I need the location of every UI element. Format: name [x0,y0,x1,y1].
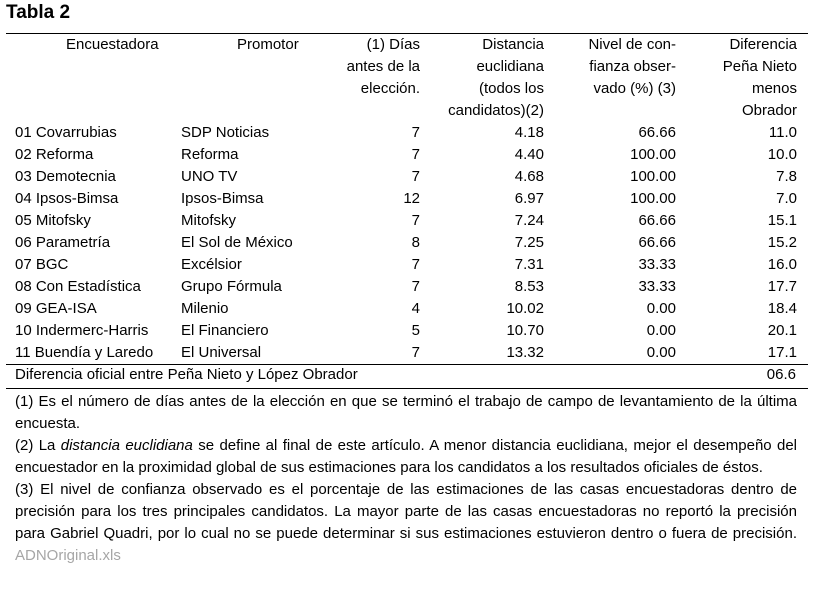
cell-encuestadora: 07 BGC [15,256,69,273]
cell-encuestadora: 05 Mitofsky [15,212,91,229]
cell-encuestadora: 10 Indermerc-Harris [15,322,149,339]
header-dias: (1) Días antes de la elección. [346,36,420,97]
header-promotor: Promotor [237,36,299,53]
cell-distancia: 7.25 [514,234,544,251]
footnote-2-term: distancia euclidiana [60,437,193,454]
cell-dias: 5 [411,322,420,339]
cell-diferencia: 17.1 [767,344,797,361]
table-row [6,320,808,342]
cell-encuestadora: 04 Ipsos-Bimsa [15,190,119,207]
table-row [6,232,808,254]
cell-promotor: Grupo Fórmula [181,278,282,295]
cell-nivel: 100.00 [630,168,676,185]
cell-diferencia: 15.2 [767,234,797,251]
cell-diferencia: 15.1 [767,212,797,229]
cell-dias: 7 [411,168,420,185]
cell-dias: 8 [411,234,420,251]
cell-promotor: El Financiero [181,322,269,339]
table-row [6,122,808,144]
cell-distancia: 10.70 [506,322,544,339]
header-distancia: Distancia euclidiana (todos los candidatos)(2) [448,36,544,119]
cell-distancia: 10.02 [506,300,544,317]
cell-promotor: Milenio [181,300,229,317]
cell-encuestadora: 06 Parametría [15,234,111,251]
cell-nivel: 100.00 [630,146,676,163]
cell-distancia: 7.31 [514,256,544,273]
cell-nivel: 100.00 [630,190,676,207]
footnote-3 [15,479,797,567]
cell-nivel: 0.00 [646,344,676,361]
cell-promotor: Reforma [181,146,239,163]
cell-dias: 7 [411,146,420,163]
table-row [6,342,808,364]
source-file: ADNOriginal.xls [15,547,121,564]
cell-encuestadora: 02 Reforma [15,146,94,163]
cell-dias: 7 [411,278,420,295]
table-row [6,166,808,188]
table-row [6,276,808,298]
cell-nivel: 0.00 [646,322,676,339]
footnote-1: (1) Es el número de días antes de la elección en que se terminó el trabajo de campo de levantamiento de la última encuesta. [15,393,797,432]
cell-diferencia: 7.0 [776,190,797,207]
cell-dias: 7 [411,256,420,273]
cell-encuestadora: 08 Con Estadística [15,278,141,295]
cell-promotor: Mitofsky [181,212,237,229]
cell-encuestadora: 11 Buendía y Laredo [15,344,154,361]
cell-promotor: El Sol de México [181,234,293,251]
cell-nivel: 66.66 [638,234,676,251]
table-row [6,254,808,276]
cell-promotor: UNO TV [181,168,238,185]
footnotes [15,391,797,567]
cell-diferencia: 10.0 [767,146,797,163]
footnote-2 [15,435,797,479]
footnote-2-prefix: (2) La [15,437,61,454]
cell-diferencia: 17.7 [767,278,797,295]
cell-distancia: 8.53 [514,278,544,295]
cell-nivel: 33.33 [638,278,676,295]
cell-diferencia: 20.1 [767,322,797,339]
notes-rule [6,388,808,389]
cell-encuestadora: 09 GEA-ISA [15,300,97,317]
cell-promotor: Ipsos-Bimsa [181,190,264,207]
cell-promotor: El Universal [181,344,262,361]
cell-encuestadora: 03 Demotecnia [15,168,116,185]
cell-distancia: 7.24 [514,212,544,229]
cell-distancia: 4.18 [514,124,544,141]
cell-distancia: 13.32 [506,344,544,361]
table-body [6,122,808,364]
header-encuestadora: Encuestadora [66,36,159,53]
poll-table [6,34,808,364]
cell-diferencia: 16.0 [767,256,797,273]
cell-distancia: 4.40 [514,146,544,163]
cell-promotor: SDP Noticias [181,124,270,141]
footnote-2-rest: se define al final de este artículo. A menor distancia euclidiana, mejor el desempeño del encuestador en la proximidad global de sus estimaciones para los candidatos a los resultados oficiales de éstos. [15,437,798,476]
cell-nivel: 66.66 [638,212,676,229]
table-row [6,144,808,166]
footnote-3-text: (3) El nivel de confianza observado es el porcentaje de las estimaciones de las casas encuestadoras dentro de precisión para los tres principales candidatos. La mayor parte de las casas encuestadoras no reportó la precisión para Gabriel Quadri, por lo cual no se puede determinar si sus estimaciones estuvieron dentro o fuera de precisión. [15,481,797,542]
table-row [6,298,808,320]
cell-dias: 12 [403,190,420,207]
cell-dias: 4 [411,300,420,317]
cell-distancia: 6.97 [514,190,544,207]
cell-dias: 7 [411,344,420,361]
cell-dias: 7 [411,212,420,229]
cell-nivel: 0.00 [646,300,676,317]
cell-encuestadora: 01 Covarrubias [15,124,117,141]
cell-distancia: 4.68 [514,168,544,185]
cell-dias: 7 [411,124,420,141]
cell-nivel: 33.33 [638,256,676,273]
header-diferencia: Diferencia Peña Nieto menos Obrador [722,36,797,119]
cell-nivel: 66.66 [638,124,676,141]
table-title: Tabla 2 [6,2,71,23]
cell-diferencia: 18.4 [767,300,797,317]
official-difference-value: 06.6 [766,366,796,383]
table-row [6,210,808,232]
cell-promotor: Excélsior [181,256,242,273]
cell-diferencia: 7.8 [776,168,797,185]
header-nivel: Nivel de con- fianza obser- vado (%) (3) [588,36,676,97]
cell-diferencia: 11.0 [768,124,797,141]
table-row [6,188,808,210]
header-row [6,34,808,122]
official-difference-label: Diferencia oficial entre Peña Nieto y López Obrador [15,366,358,383]
